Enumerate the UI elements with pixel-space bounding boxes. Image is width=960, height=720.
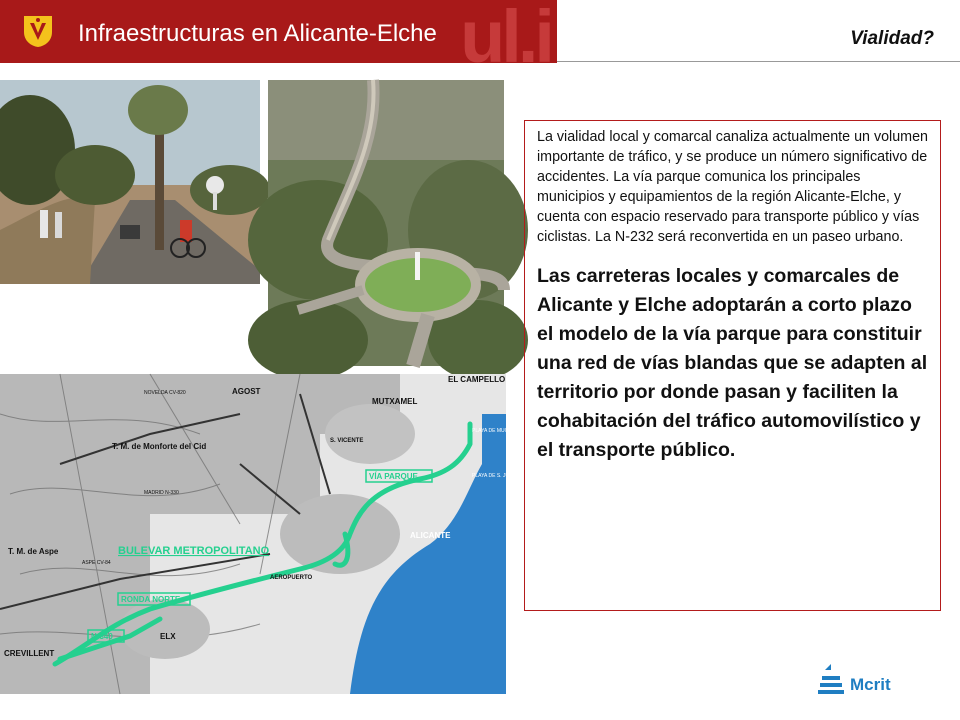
header-bar [0,0,557,78]
map-label-mutxamel: MUTXAMEL [372,397,418,406]
map-label-san-vicente: S. VICENTE [330,438,364,444]
map-label-bulevar: BULEVAR METROPOLITANO [118,545,270,557]
map-label-n340: N-340 [91,632,113,641]
regional-map [0,374,531,694]
map-label-el-campello: EL CAMPELLO [448,375,506,384]
map-label-playa-sanjuan: PLAYA DE S. JUAN [472,473,516,479]
map-label-novelda: NOVELDA CV-820 [144,390,186,396]
cycling-path-photo [0,80,260,284]
mcrit-logo [816,662,908,698]
map-label-ronda-norte: RONDA NORTE [121,595,181,604]
header-watermark: ul.i [460,0,551,78]
map-label-agost: AGOST [232,387,261,396]
map-label-tm-aspe: T. M. de Aspe [8,547,59,556]
map-label-via-parque: VÍA PARQUE [369,472,418,481]
map-label-elx: ELX [160,632,176,641]
aerial-roundabout-photo [268,80,504,366]
map-label-crevillent: CREVILLENT [4,649,55,658]
shield-logo-icon [21,14,55,48]
highlight-paragraph: Las carreteras locales y comarcales de Alicante y Elche adoptarán a corto plazo el modelo de la vía parque para constituir una red de vías blandas que se adapten al territorio por donde pasan y faciliten la cohabitación del tráfico automovilístico y el transporte público. [537,265,928,461]
mcrit-logo-icon [816,662,846,698]
mcrit-logo-text: Mcrit [850,675,891,694]
map-label-aeropuerto: AEROPUERTO [270,575,313,581]
map-label-playa-muchavista: PLAYA DE MUCHA VISTA [472,428,531,434]
map-label-alicante: ALICANTE [410,531,451,540]
description-box [524,120,941,611]
map-label-tm-monforte: T. M. de Monforte del Cid [112,442,207,451]
page-title: Infraestructuras en Alicante-Elche [78,20,437,47]
description-paragraph: La vialidad local y comarcal canaliza actualmente un volumen importante de tráfico, y se produce un número significativo de accidentes. La vía parque comunica los principales municipios y equipamientos de la región Alicante-Elche, y cuenta con espacio reservado para transporte público y vías ciclistas. La N-232 será reconvertida en un paseo urbano. [537,129,928,245]
section-label: Vialidad? [850,28,934,49]
header-divider [557,61,960,62]
map-label-aspe: ASPE CV-84 [82,560,111,566]
map-label-madrid: MADRID N-330 [144,490,179,496]
